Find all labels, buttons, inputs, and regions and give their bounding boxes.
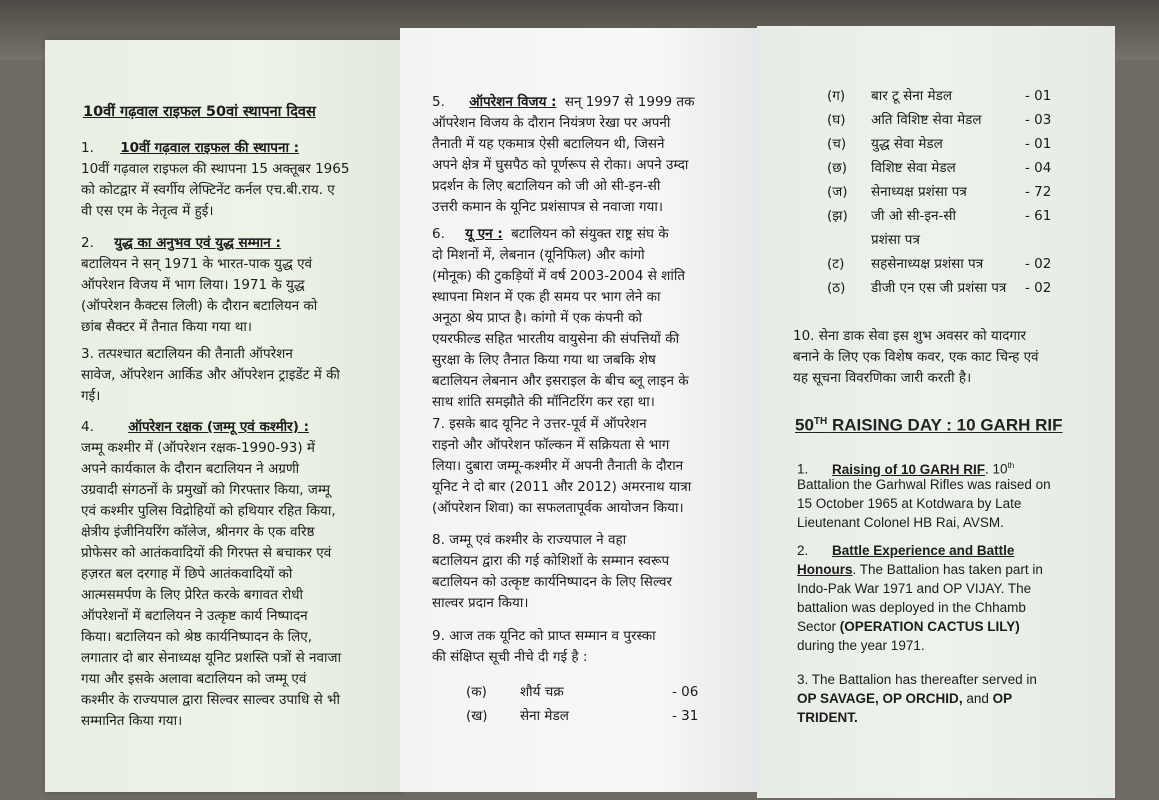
heading-text: Battle Experience and Battle [832,543,1015,558]
left-page [45,40,401,792]
text-line: की संक्षिप्त सूची नीचे दी गई है : [432,649,588,665]
text-line: गया और इसके अलावा बटालियन को जम्मू एवं [81,671,307,687]
award-name: प्रशंसा पत्र [871,232,920,248]
award-mark: (घ) [827,112,846,128]
text-line: जम्मू कश्मीर में (ऑपरेशन रक्षक-1990-93) में [81,440,315,456]
text-line: अपने कार्यकाल के दौरान बटालियन ने अग्रणी [81,461,300,477]
text-line: (ऑपरेशन शिवा) का सफलतापूर्वक आयोजन किया। [432,500,684,516]
award-mark: (ठ) [827,280,846,296]
heading-tail: . The Battalion has taken part in [852,562,1043,577]
award-name: बार टू सेना मेडल [871,88,952,104]
text-line: ऑपरेशनों में बटालियन ने उत्कृष्ट कार्य निष्पादन [81,608,308,624]
text-line: उग्रवादी संगठनों के प्रमुखों को गिरफ्तार किया, जम्मू [81,482,331,498]
text-line: प्रदर्शन के लिए बटालियन को जी ओ सी-इन-सी [432,178,661,194]
text-line: आत्मसमर्पण के लिए प्रेरित करके बगावत रोधी [81,587,303,603]
text-line: 15 October 1965 at Kotdwara by Late [797,496,1022,511]
text-line: सुरक्षा के लिए तैनात किया गया था जबकि शेष [432,352,656,368]
text-line: को कोटद्वार में स्वर्गीय लेफ्टिनेंट कर्नल एच.बी.राय. ए [81,182,335,198]
section-number: 2. [81,235,94,251]
award-name: सहसेनाध्यक्ष प्रशंसा पत्र [871,256,984,272]
section-number: 1. [81,140,94,156]
award-name: जी ओ सी-इन-सी [871,208,957,224]
award-count: - 04 [1025,160,1052,176]
text-line: एवं कश्मीर पुलिस विद्रोहियों को हथियार रहित किया, [81,503,336,519]
text-line: राइनो और ऑपरेशन फॉल्कन में सक्रियता से भाग [432,437,670,453]
text-line: क्षेत्रीय इंजीनियरिंग कॉलेज, श्रीनगर के एक वरिष्ठ [81,524,315,540]
text-line: Indo-Pak War 1971 and OP VIJAY. The [797,581,1032,596]
title-text: RAISING DAY : 10 GARH RIF [827,415,1063,435]
award-count: - 72 [1025,184,1052,200]
award-name: अति विशिष्ट सेवा मेडल [871,112,982,128]
text-line: Battalion the Garhwal Rifles was raised on [797,477,1051,492]
award-name: सेना मेडल [520,708,569,724]
award-count: - 03 [1025,112,1052,128]
text-line: गई। [81,388,101,404]
heading-text: ऑपरेशन विजय : [469,94,557,110]
text-line: बटालियन को उत्कृष्ट कार्यनिष्पादन के लिए सिल्वर [432,574,672,590]
heading-superscript: th [1007,461,1015,470]
text-line: 9. आज तक यूनिट को प्राप्त सम्मान व पुरस्का [432,628,656,644]
section-5-heading [432,92,695,113]
award-mark: (ट) [827,256,845,272]
section-2-heading [81,233,281,254]
award-name: डीजी एन एस जी प्रशंसा पत्र [871,280,1007,296]
text-line: एयरफील्ड सहित भारतीय वायुसेना की संपत्तियों की [432,331,680,347]
award-count: - 06 [672,684,699,700]
text-line: 8. जम्मू एवं कश्मीर के राज्यपाल ने वहा [432,532,627,548]
award-count: - 01 [1025,88,1052,104]
section-4-heading [81,417,309,438]
award-mark: (क) [466,684,487,700]
page-title: 10वीं गढ़वाल राइफल 50वां स्थापना दिवस [83,104,316,120]
title-number: 50 [795,415,814,435]
first-line-text: सन् 1997 से 1999 तक [564,94,695,110]
section-number: 2. [797,543,809,558]
heading-text-2: Honours [797,562,853,577]
text-line: बनाने के लिए एक विशेष कवर, एक काट चिन्ह एवं [793,349,1039,365]
text-line: ऑपरेशन विजय में भाग लिया। 1971 के युद्ध [81,277,305,293]
en-section-3-line-1: 3. The Battalion has thereafter served in [797,672,1037,687]
first-line-text: बटालियन को संयुक्त राष्ट्र संघ के [511,226,669,242]
text-line: कश्मीर के राज्यपाल द्वारा सिल्वर साल्वर उपाधि से भी [81,692,341,708]
en-section-3-line-3: TRIDENT. [797,710,858,725]
text-line: (ऑपरेशन कैक्टस लिली) के दौरान बटालियन को [81,298,318,314]
text: Sector [797,619,840,634]
heading-tail: . 10 [985,461,1008,477]
title-superscript: TH [813,416,828,427]
op-name: OP SAVAGE [797,691,876,706]
text-line: अनूठा श्रेय प्राप्त है। कांगो में एक कंपनी को [432,310,642,326]
text-line: सावेज, ऑपरेशन आर्किड और ऑपरेशन ट्राइडेंट में की [81,367,340,383]
award-name: शौर्य चक्र [520,684,564,700]
english-title [795,410,1062,438]
en-section-2-heading-cont [797,560,1043,579]
text-line: यूनिट ने दो बार (2011 और 2012) अमरनाथ यात्रा [432,479,692,495]
op-name: OP [992,691,1013,706]
heading-text: Raising of 10 GARH RIF [832,461,986,477]
award-name: विशिष्ट सेवा मेडल [871,160,956,176]
text-line: किया। बटालियन को श्रेष्ठ कार्यनिष्पादन के लिए, [81,629,313,645]
text-line: उत्तरी कमान के यूनिट प्रशंसापत्र से नवाजा गया। [432,199,663,215]
text-line: 10. सेना डाक सेवा इस शुभ अवसर को यादगार [793,328,1027,344]
en-section-2-heading [797,541,1014,560]
award-count: - 61 [1025,208,1052,224]
text-line: छांब सैक्टर में तैनात किया गया था। [81,319,253,335]
section-number: 1. [797,461,809,477]
text-line: Lieutenant Colonel HB Rai, AVSM. [797,515,1004,530]
award-mark: (छ) [827,160,847,176]
section-number: 4. [81,419,94,435]
text-line: यह सूचना विवरणिका जारी करती है। [793,370,972,386]
heading-text: 10वीं गढ़वाल राइफल की स्थापना : [120,140,300,156]
text-line: सम्मानित किया गया। [81,713,183,729]
en-section-3-line-2: OP SAVAGE, OP ORCHID, and OP [797,691,1013,706]
section-1-heading [81,138,299,159]
award-mark: (च) [827,136,847,152]
text-line: साल्वर प्रदान किया। [432,595,529,611]
text-line: 10वीं गढ़वाल राइफल की स्थापना 15 अक्तूबर 1965 [81,161,350,177]
text-line: लगातार दो बार सेनाध्यक्ष यूनिट प्रशस्ति पत्रों से नवाजा [81,650,342,666]
award-name: युद्ध सेवा मेडल [871,136,943,152]
award-name: सेनाध्यक्ष प्रशंसा पत्र [871,184,967,200]
text-line: बटालियन द्वारा की गई कोशिशों के सम्मान स्वरूप [432,553,670,569]
award-count: - 02 [1025,256,1052,272]
section-number: 6. [432,226,445,242]
heading-text: यू एन : [465,226,503,242]
award-mark: (ग) [827,88,846,104]
text-line: लिया। दुबारा जम्मू-कश्मीर में अपनी तैनाती के दौरान [432,458,684,474]
middle-page [400,28,758,792]
award-mark: (ख) [466,708,488,724]
text-line: साथ शांति समझौते की मॉनिटरिंग कर रहा था। [432,394,655,410]
op-name: OP ORCHID [882,691,959,706]
text-line: दो मिशनों में, लेबनान (यूनिफिल) और कांगो [432,247,645,263]
text-line: अपने क्षेत्र में घुसपैठ को पूर्णरूप से रोका। अपने उम्दा [432,157,689,173]
text-line: बटालियन ने सन् 1971 के भारत-पाक युद्ध एवं [81,256,313,272]
award-mark: (झ) [827,208,848,224]
text-line: स्थापना मिशन में एक ही समय पर भाग लेने का [432,289,661,305]
award-count: - 02 [1025,280,1052,296]
en-section-2-line-5 [797,617,1020,636]
award-count: - 31 [672,708,699,724]
text-line: battalion was deployed in the Chhamb [797,600,1026,615]
text-line: 7. इसके बाद यूनिट ने उत्तर-पूर्व में ऑपरेशन [432,416,647,432]
award-mark: (ज) [827,184,848,200]
text-line: वी एस एम के नेतृत्व में हुई। [81,203,214,219]
right-page [757,26,1115,798]
text-line: बटालियन लेबनान और इसराइल के बीच ब्लू लाइन के [432,373,689,389]
text-line: ऑपरेशन विजय के दौरान नियंत्रण रेखा पर अपनी [432,115,671,131]
text-line: तैनाती में यह एकमात्र ऐसी बटालियन थी, जिसने [432,136,665,152]
en-section-2-line-6: during the year 1971. [797,638,925,653]
text-line: हज़रत बल दरगाह में छिपे आतंकवादियों को [81,566,293,582]
section-number: 5. [432,94,445,110]
conjunction: and [966,691,989,706]
heading-text: ऑपरेशन रक्षक (जम्मू एवं कश्मीर) : [128,419,309,435]
bold-text: (OPERATION CACTUS LILY) [839,619,1020,634]
text-line: (मोनूक) की टुकड़ियों में वर्ष 2003-2004 से शांति [432,268,686,284]
text-line: प्रोफेसर को आतंकवादियों की गिरफ्त से बचाकर एवं [81,545,332,561]
section-6-heading [432,224,669,245]
award-count: - 01 [1025,136,1052,152]
text-line: 3. तत्पश्चात बटालियन की तैनाती ऑपरेशन [81,346,293,362]
heading-text: युद्ध का अनुभव एवं युद्ध सम्मान : [114,235,281,251]
